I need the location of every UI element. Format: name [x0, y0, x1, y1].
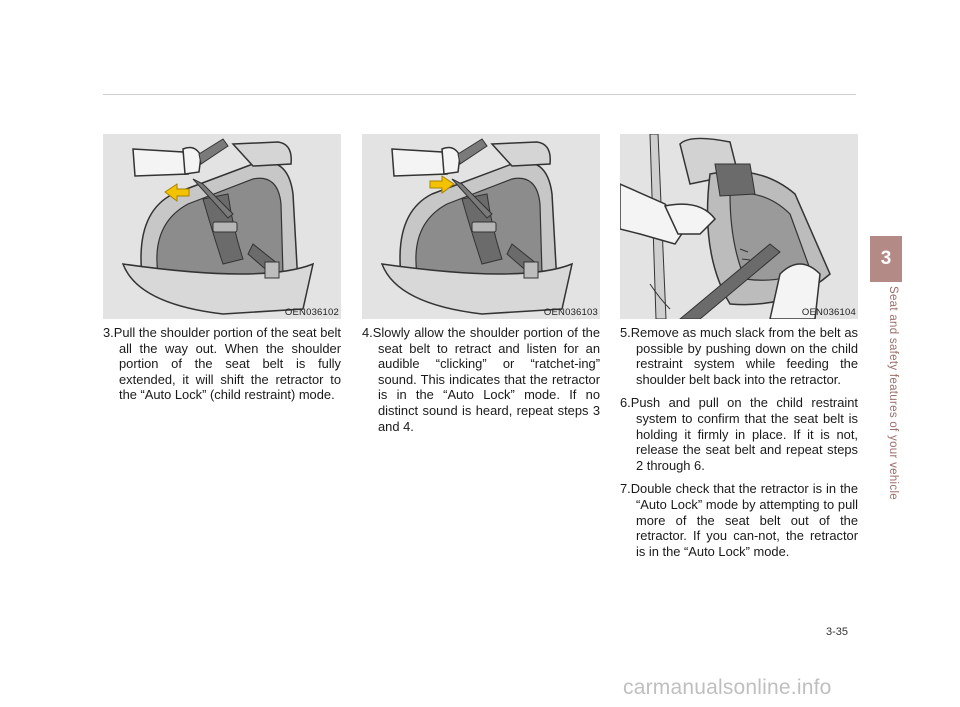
figure-pull-belt: [103, 134, 341, 319]
child-seat-illustration: [103, 134, 341, 319]
section-tab: [870, 236, 902, 282]
column-left: [103, 325, 341, 411]
column-middle: [362, 325, 600, 442]
header-rule: [103, 94, 856, 95]
step-7: 7.Double check that the retractor is in the “Auto Lock” mode by attempting to pull more of the seat belt out of the retractor. If you can-not, the retractor is in the “Auto Lock” mode.: [620, 481, 858, 559]
child-seat-push-illustration: [620, 134, 858, 319]
figure-remove-slack: [620, 134, 858, 319]
figure-code: OEN036103: [543, 307, 598, 318]
child-seat-illustration: [362, 134, 600, 319]
figure-code: OEN036104: [801, 307, 856, 318]
figure-code: OEN036102: [284, 307, 339, 318]
footer-watermark: carmanualsonline.info: [623, 676, 832, 699]
column-right: [620, 325, 858, 567]
section-side-title: Seat and safety features of your vehicle: [887, 286, 899, 501]
step-3: 3.Pull the shoulder portion of the seat belt all the way out. When the shoulder portion of the seat belt is fully extended, it will shift the retractor to the “Auto Lock” (child restraint) mode.: [103, 325, 341, 403]
step-4: 4.Slowly allow the shoulder portion of the seat belt to retract and listen for an audible “clicking” or “ratchet-ing” sound. This indicates that the retractor is in the “Auto Lock” mode. If no distinct sound is heard, repeat steps 3 and 4.: [362, 325, 600, 434]
section-number: 3: [880, 248, 892, 269]
step-5: 5.Remove as much slack from the belt as possible by pushing down on the child restraint system while feeding the shoulder belt back into the retractor.: [620, 325, 858, 387]
figure-retract-belt: [362, 134, 600, 319]
page-number: 3-35: [826, 626, 849, 638]
step-6: 6.Push and pull on the child restraint system to confirm that the seat belt is holding it firmly in place. If it is not, release the seat belt and repeat steps 2 through 6.: [620, 395, 858, 473]
